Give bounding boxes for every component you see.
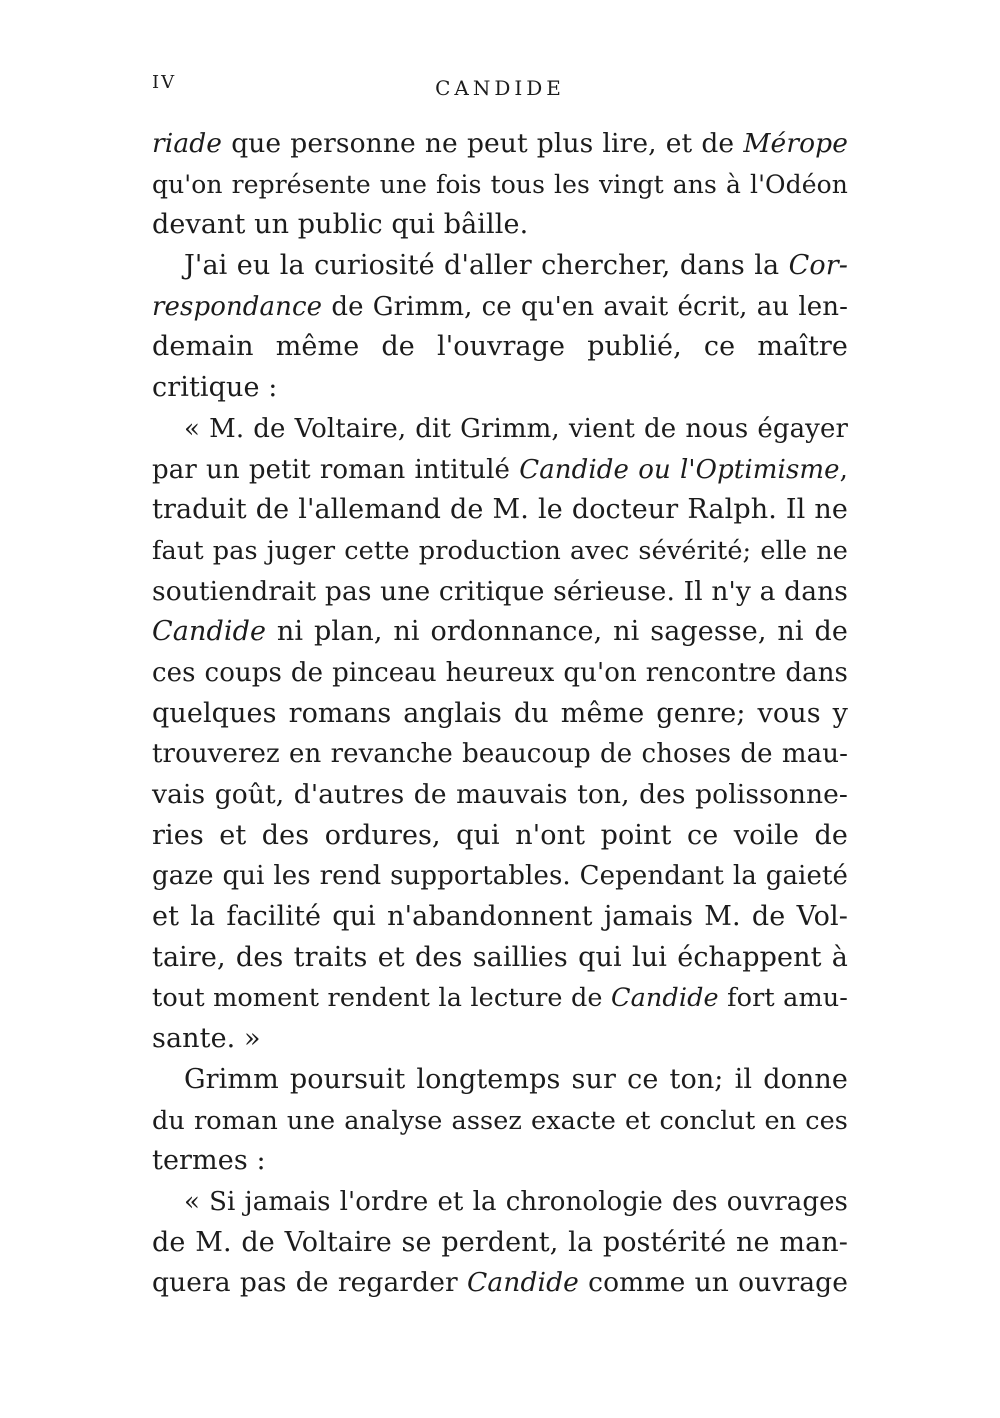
text-line: « Si jamais l'ordre et la chronologie des ouvrages xyxy=(184,1186,848,1217)
text-line: vais goût, d'autres de mauvais ton, des polissonne- xyxy=(152,779,848,810)
text-line: « M. de Voltaire, dit Grimm, vient de nous égayer xyxy=(184,413,848,444)
text-line: quelques romans anglais du même genre; vous y xyxy=(152,697,848,729)
text-line: gaze qui les rend supportables. Cependant la gaieté xyxy=(152,861,848,892)
text-line: ries et des ordures, qui n'ont point ce voile de xyxy=(152,819,848,851)
text-line: de M. de Voltaire se perdent, la postérité ne man- xyxy=(152,1226,848,1258)
text-line: J'ai eu la curiosité d'aller chercher, dans la Cor- xyxy=(184,250,848,282)
page-header xyxy=(152,72,848,108)
text-line: qu'on représente une fois tous les vingt ans à l'Odéon xyxy=(152,169,848,199)
text-line: devant un public qui bâille. xyxy=(152,209,529,241)
text-line: sante. » xyxy=(152,1023,261,1055)
text-line: Grimm poursuit longtemps sur ce ton; il donne xyxy=(184,1063,848,1095)
text-line: quera pas de regarder Candide comme un ouvrage xyxy=(152,1267,848,1299)
text-line: et la facilité qui n'abandonnent jamais M. de Vol- xyxy=(152,901,848,933)
text-line: par un petit roman intitulé Candide ou l'Optimisme, xyxy=(152,454,848,485)
text-line: tout moment rendent la lecture de Candide fort amu- xyxy=(152,983,848,1014)
text-line: Candide ni plan, ni ordonnance, ni sagesse, ni de xyxy=(152,616,848,648)
text-line: riade que personne ne peut plus lire, et de Mérope xyxy=(152,128,848,159)
text-line: du roman une analyse assez exacte et conclut en ces xyxy=(152,1105,848,1136)
text-line: respondance de Grimm, ce qu'en avait écrit, au len- xyxy=(152,291,848,322)
text-line: ces coups de pinceau heureux qu'on rencontre dans xyxy=(152,657,848,688)
text-line: termes : xyxy=(152,1145,266,1177)
text-line: faut pas juger cette production avec sévérité; elle ne xyxy=(152,535,848,566)
text-line: critique : xyxy=(152,372,278,404)
body-text xyxy=(152,124,848,1304)
text-line: traduit de l'allemand de M. le docteur Ralph. Il ne xyxy=(152,494,848,526)
page-number: IV xyxy=(152,72,177,93)
text-line: soutiendrait pas une critique sérieuse. Il n'y a dans xyxy=(152,575,848,607)
text-line: trouverez en revanche beaucoup de choses de mau- xyxy=(152,739,848,770)
text-line: taire, des traits et des saillies qui lui échappent à xyxy=(152,941,848,973)
text-line: demain même de l'ouvrage publié, ce maître xyxy=(152,331,848,363)
running-title: CANDIDE xyxy=(435,76,565,100)
